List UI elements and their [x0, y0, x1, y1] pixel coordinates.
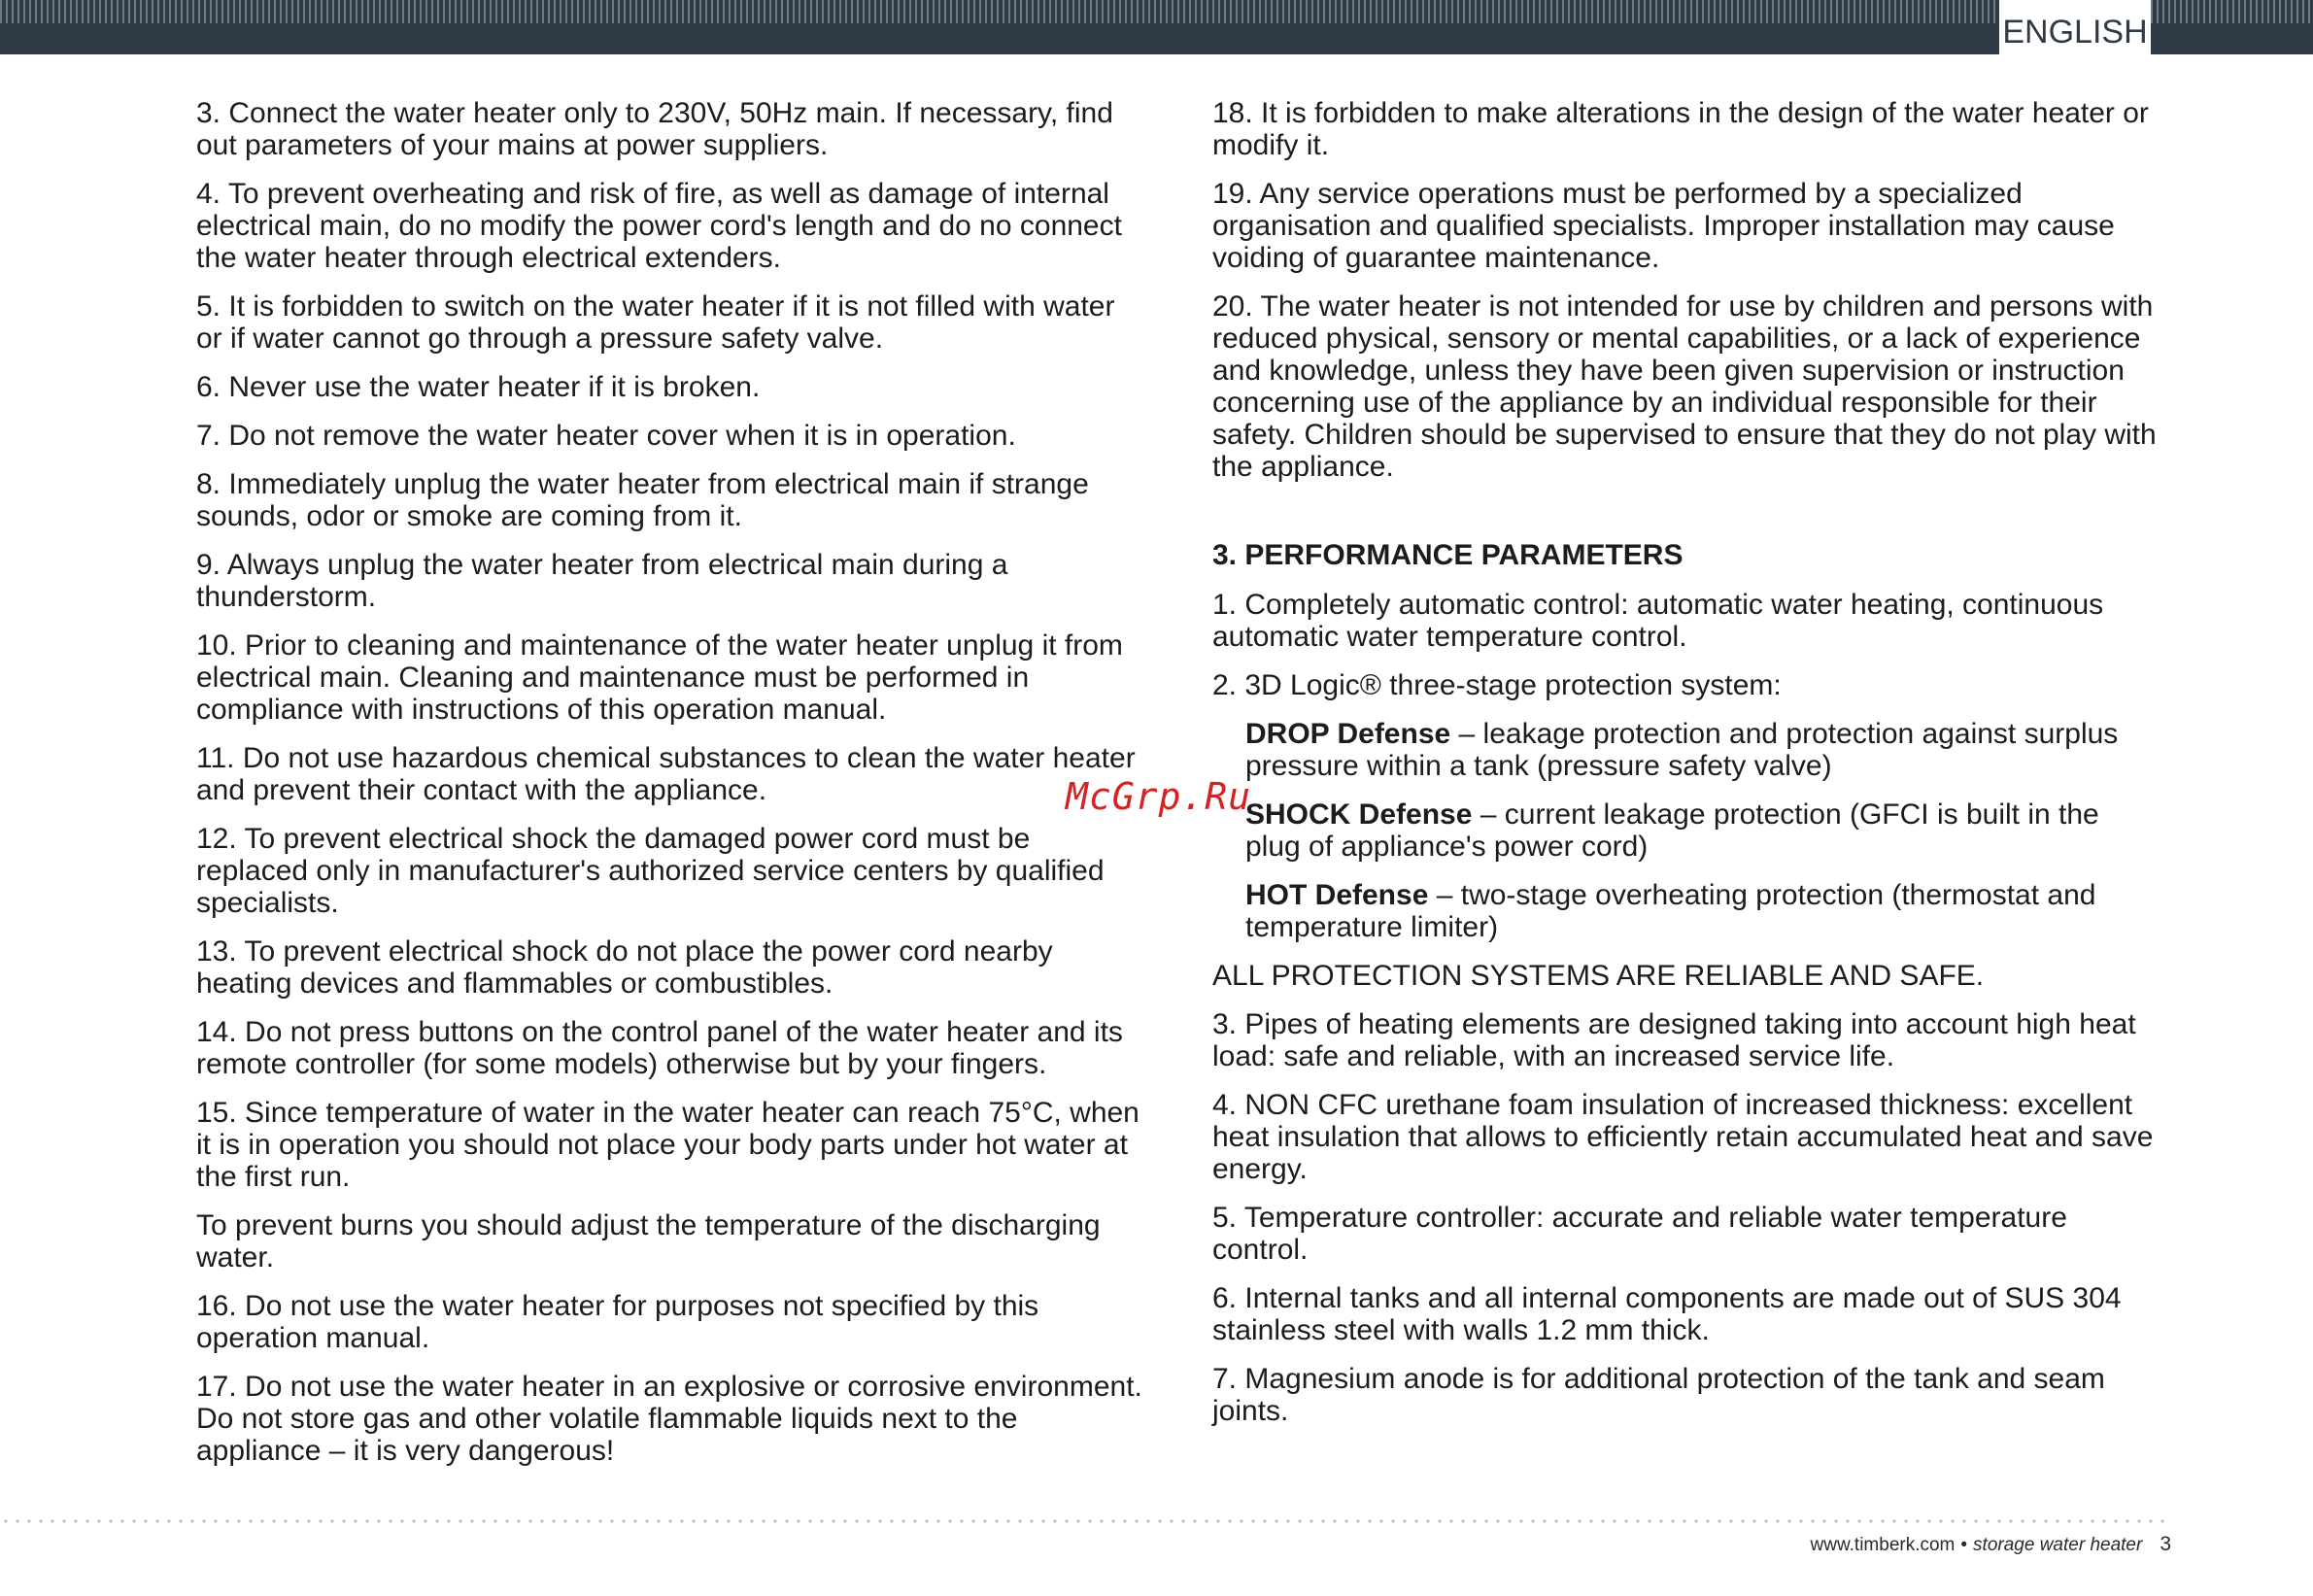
- performance-item: 7. Magnesium anode is for additional protection of the tank and seam joints.: [1212, 1363, 2105, 1427]
- safety-item: 6. Never use the water heater if it is broken.: [196, 371, 761, 403]
- safety-item: 8. Immediately unplug the water heater from electrical main if strange sounds, odor or smoke are coming from it.: [196, 468, 1089, 532]
- header-bar: [0, 0, 2313, 54]
- safety-item: 17. Do not use the water heater in an explosive or corrosive environment. Do not store gas and other volatile flammable liquids next to the appliance – it is very dangerous!: [196, 1371, 1142, 1467]
- safety-item: 20. The water heater is not intended for use by children and persons with reduced physical, sensory or mental capabilities, or a lack of experience and knowledge, unless they have been given supervision or instruction concerning use of the appliance by an individual responsible for their safety. Children should be supervised to ensure that they do not play with the appliance.: [1212, 290, 2157, 483]
- section-heading: 3. PERFORMANCE PARAMETERS: [1212, 539, 1684, 571]
- footer-tagline: storage water heater: [1973, 1535, 2143, 1555]
- defense-description: – leakage protection and protection against surplus pressure within a tank (pressure safety valve): [1245, 718, 2119, 782]
- right-column: [1212, 97, 2160, 1443]
- safety-item: 11. Do not use hazardous chemical substances to clean the water heater and prevent their contact with the appliance.: [196, 742, 1136, 806]
- defense-item-shock: [1245, 798, 2160, 863]
- safety-item: 13. To prevent electrical shock do not place the power cord nearby heating devices and flammables or combustibles.: [196, 935, 1053, 1000]
- performance-item: 2. 3D Logic® three-stage protection system:: [1212, 669, 1782, 701]
- page-number: 3: [2160, 1533, 2171, 1555]
- safety-item: 18. It is forbidden to make alterations in the design of the water heater or modify it.: [1212, 97, 2149, 161]
- performance-item: 6. Internal tanks and all internal components are made out of SUS 304 stainless steel with walls 1.2 mm thick.: [1212, 1282, 2122, 1346]
- footer: [1811, 1533, 2171, 1556]
- defense-item-hot: [1245, 879, 2160, 943]
- safety-item: 4. To prevent overheating and risk of fire, as well as damage of internal electrical main, do no modify the power cord's length and do no connect the water heater through electrical extenders.: [196, 178, 1122, 274]
- safety-item: 9. Always unplug the water heater from electrical main during a thunderstorm.: [196, 549, 1008, 613]
- footer-separator: •: [1960, 1535, 1968, 1555]
- performance-item: 1. Completely automatic control: automatic water heating, continuous automatic water temperature control.: [1212, 589, 2104, 653]
- safety-note: To prevent burns you should adjust the temperature of the discharging water.: [196, 1209, 1101, 1273]
- footer-dotted-divider: [0, 1519, 2166, 1523]
- safety-item: 12. To prevent electrical shock the damaged power cord must be replaced only in manufacturer's authorized service centers by qualified specialists.: [196, 823, 1105, 919]
- performance-item: 4. NON CFC urethane foam insulation of increased thickness: excellent heat insulation that allows to efficiently retain accumulated heat and save energy.: [1212, 1089, 2154, 1185]
- protection-statement: ALL PROTECTION SYSTEMS ARE RELIABLE AND SAFE.: [1212, 960, 1985, 992]
- defense-item-drop: [1245, 718, 2160, 782]
- safety-item: 3. Connect the water heater only to 230V, 50Hz main. If necessary, find out parameters of your mains at power suppliers.: [196, 97, 1113, 161]
- safety-item: 19. Any service operations must be performed by a specialized organisation and qualified specialists. Improper installation may cause voiding of guarantee maintenance.: [1212, 178, 2115, 274]
- defense-description: – current leakage protection (GFCI is built in the plug of appliance's power cord): [1245, 798, 2099, 863]
- safety-item: 10. Prior to cleaning and maintenance of the water heater unplug it from electrical main. Cleaning and maintenance must be performed in compliance with instructions of this operation manual.: [196, 629, 1123, 726]
- safety-item: 16. Do not use the water heater for purposes not specified by this operation manual.: [196, 1290, 1039, 1354]
- defense-description: – two-stage overheating protection (thermostat and temperature limiter): [1245, 879, 2096, 943]
- safety-item: 5. It is forbidden to switch on the water heater if it is not filled with water or if water cannot go through a pressure safety valve.: [196, 290, 1115, 355]
- language-tab: ENGLISH: [1999, 0, 2151, 58]
- footer-site: www.timberk.com: [1810, 1535, 1956, 1555]
- defense-name: SHOCK Defense: [1245, 798, 1473, 831]
- performance-item: 3. Pipes of heating elements are designed taking into account high heat load: safe and reliable, with an increased service life.: [1212, 1008, 2136, 1072]
- safety-item: 7. Do not remove the water heater cover when it is in operation.: [196, 420, 1016, 452]
- defense-name: HOT Defense: [1245, 879, 1429, 911]
- performance-item: 5. Temperature controller: accurate and reliable water temperature control.: [1212, 1202, 2067, 1266]
- defense-name: DROP Defense: [1245, 718, 1451, 750]
- safety-item: 14. Do not press buttons on the control panel of the water heater and its remote controller (for some models) otherwise but by your fingers.: [196, 1016, 1123, 1080]
- watermark: McGrp.Ru: [1066, 775, 1252, 818]
- safety-item: 15. Since temperature of water in the water heater can reach 75°C, when it is in operation you should not place your body parts under hot water at the first run.: [196, 1097, 1139, 1193]
- left-column: [196, 97, 1143, 1483]
